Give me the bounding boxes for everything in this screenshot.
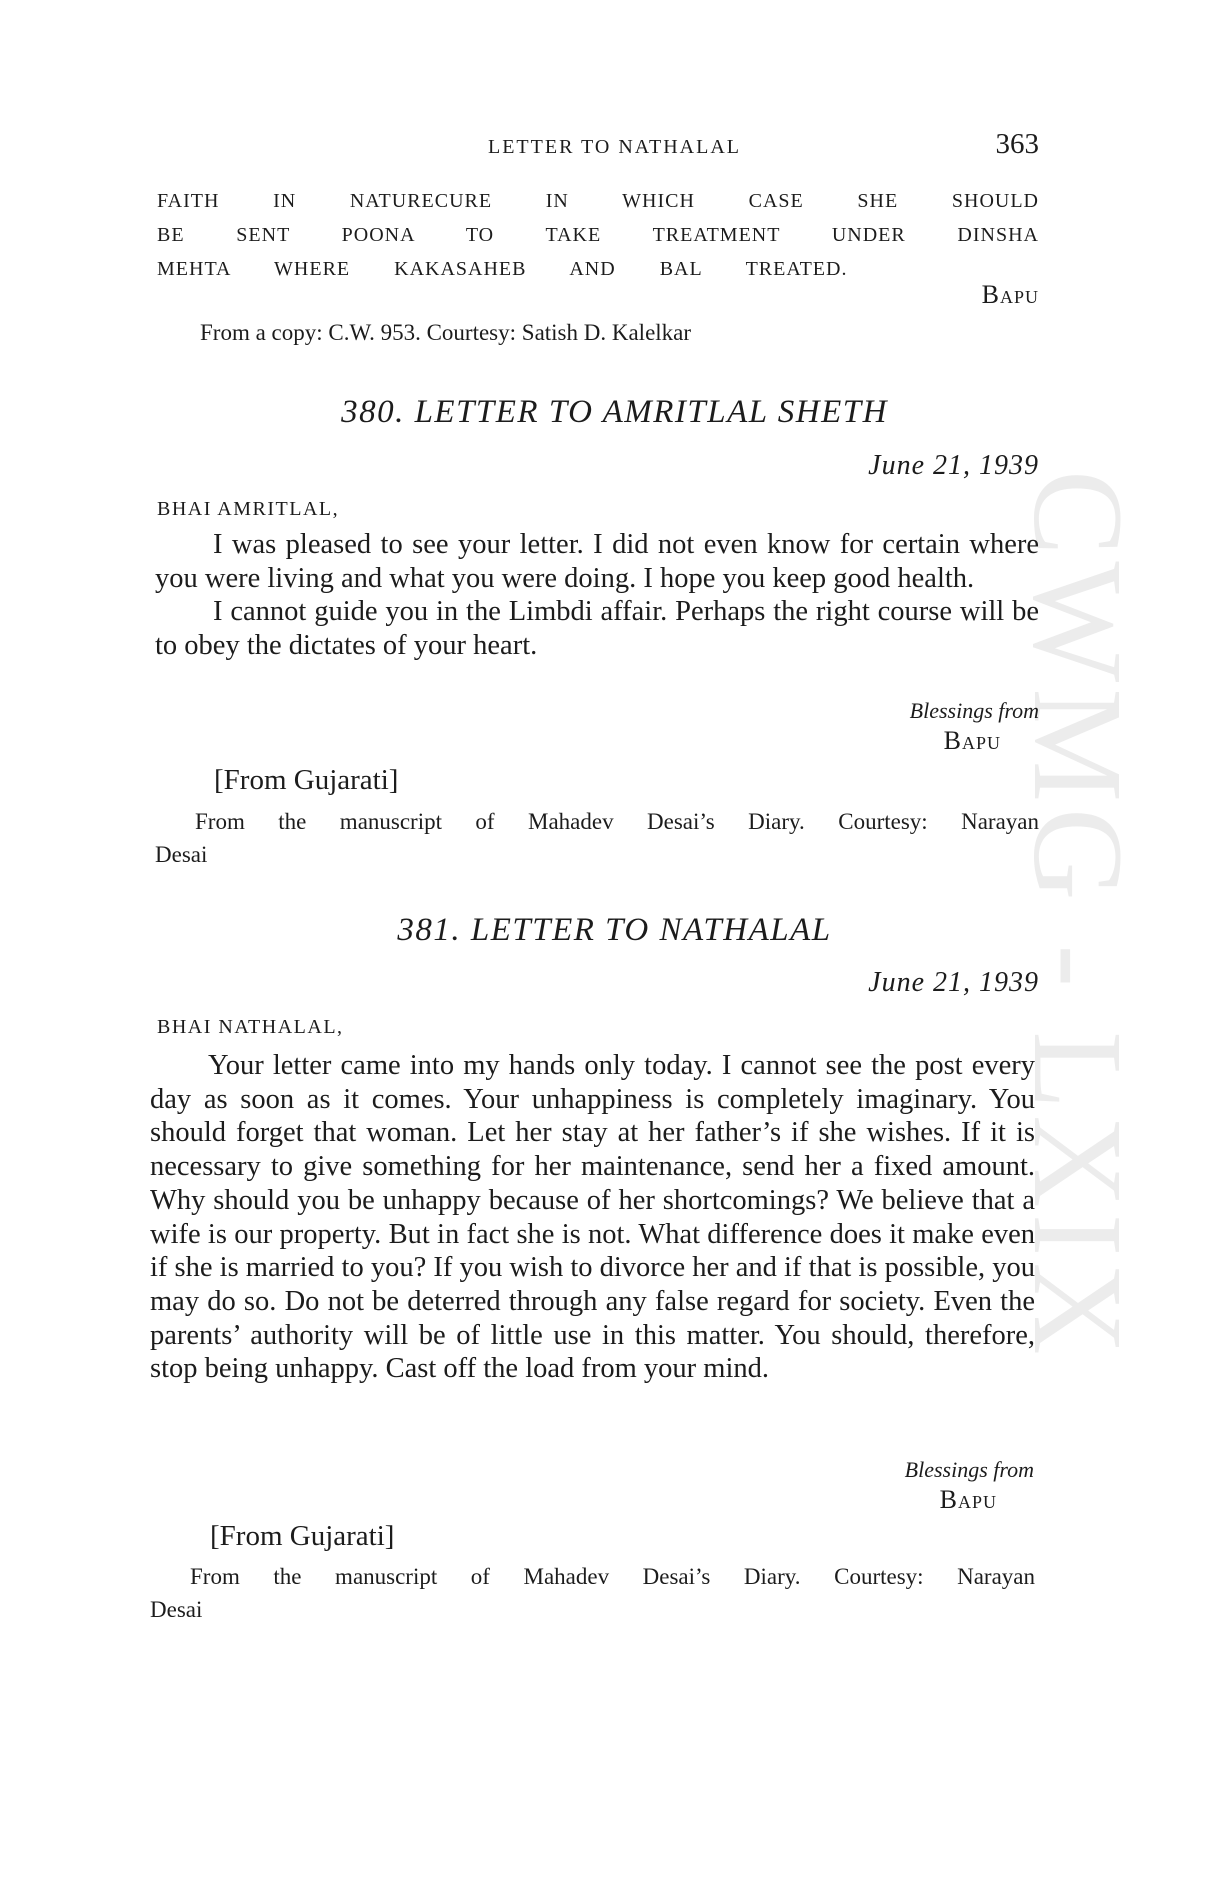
source-note: From a copy: C.W. 953. Courtesy: Satish D. Kalelkar: [200, 320, 692, 345]
watermark: CWMG - LXIX: [1007, 470, 1149, 1361]
letter-body: [155, 528, 1039, 663]
letter-date: June 21, 1939: [868, 967, 1039, 998]
letter-body: [150, 1049, 1035, 1386]
credit-note: [150, 1560, 1035, 1626]
paragraph: Your letter came into my hands only today. I cannot see the post every day as soon as it comes. Your unhappiness is completely imaginary. You should forget that woman. Let her stay at her father’s if she wishes. If it is necessary to give something for her maintenance, send her a fixed amount. Why should you be unhappy because of her shortcomings? We believe that a wife is our property. But in fact she is not. What difference does it make even if she is married to you? If you wish to divorce her and if that is possible, you may do so. Do not be deterred through any false regard for society. Even the parents’ authority will be of little use in this matter. You should, therefore, stop being unhappy. Cast off the load from your mind.: [150, 1050, 1035, 1385]
credit-line: Desai: [150, 1597, 203, 1622]
paragraph: I cannot guide you in the Limbdi affair. Perhaps the right course will be to obey the dictates of your heart.: [155, 596, 1039, 662]
page-number: 363: [995, 128, 1039, 160]
credit-line: Desai: [155, 842, 208, 867]
running-head: LETTER TO NATHALAL: [487, 136, 741, 158]
signature: Bapu: [981, 280, 1039, 309]
signature: Bapu: [943, 726, 1001, 755]
letter-heading: 381. LETTER TO NATHALAL: [397, 912, 832, 948]
letter-heading: 380. LETTER TO AMRITLAL SHETH: [341, 394, 888, 430]
signature: Bapu: [939, 1485, 997, 1514]
blessings: Blessings from: [909, 698, 1039, 723]
from-gujarati: [From Gujarati]: [210, 1520, 395, 1552]
credit-line: From the manuscript of Mahadev Desai’s Diary. Courtesy: Narayan: [190, 1564, 1035, 1589]
from-gujarati: [From Gujarati]: [214, 764, 399, 796]
salutation: BHAI NATHALAL,: [157, 1016, 344, 1038]
credit-line: From the manuscript of Mahadev Desai’s Diary. Courtesy: Narayan: [195, 809, 1039, 834]
paragraph: I was pleased to see your letter. I did not even know for certain where you were living and what you were doing. I hope you keep good health.: [155, 529, 1039, 594]
letter-date: June 21, 1939: [868, 450, 1039, 481]
telegram-line: BE SENT POONA TO TAKE TREATMENT UNDER DINSHA: [157, 224, 1039, 246]
blessings: Blessings from: [904, 1457, 1034, 1482]
salutation: BHAI AMRITLAL,: [157, 498, 340, 520]
telegram-line: MEHTA WHERE KAKASAHEB AND BAL TREATED.: [157, 258, 848, 280]
credit-note: [155, 805, 1039, 871]
telegram-line: FAITH IN NATURECURE IN WHICH CASE SHE SHOULD: [157, 190, 1039, 212]
